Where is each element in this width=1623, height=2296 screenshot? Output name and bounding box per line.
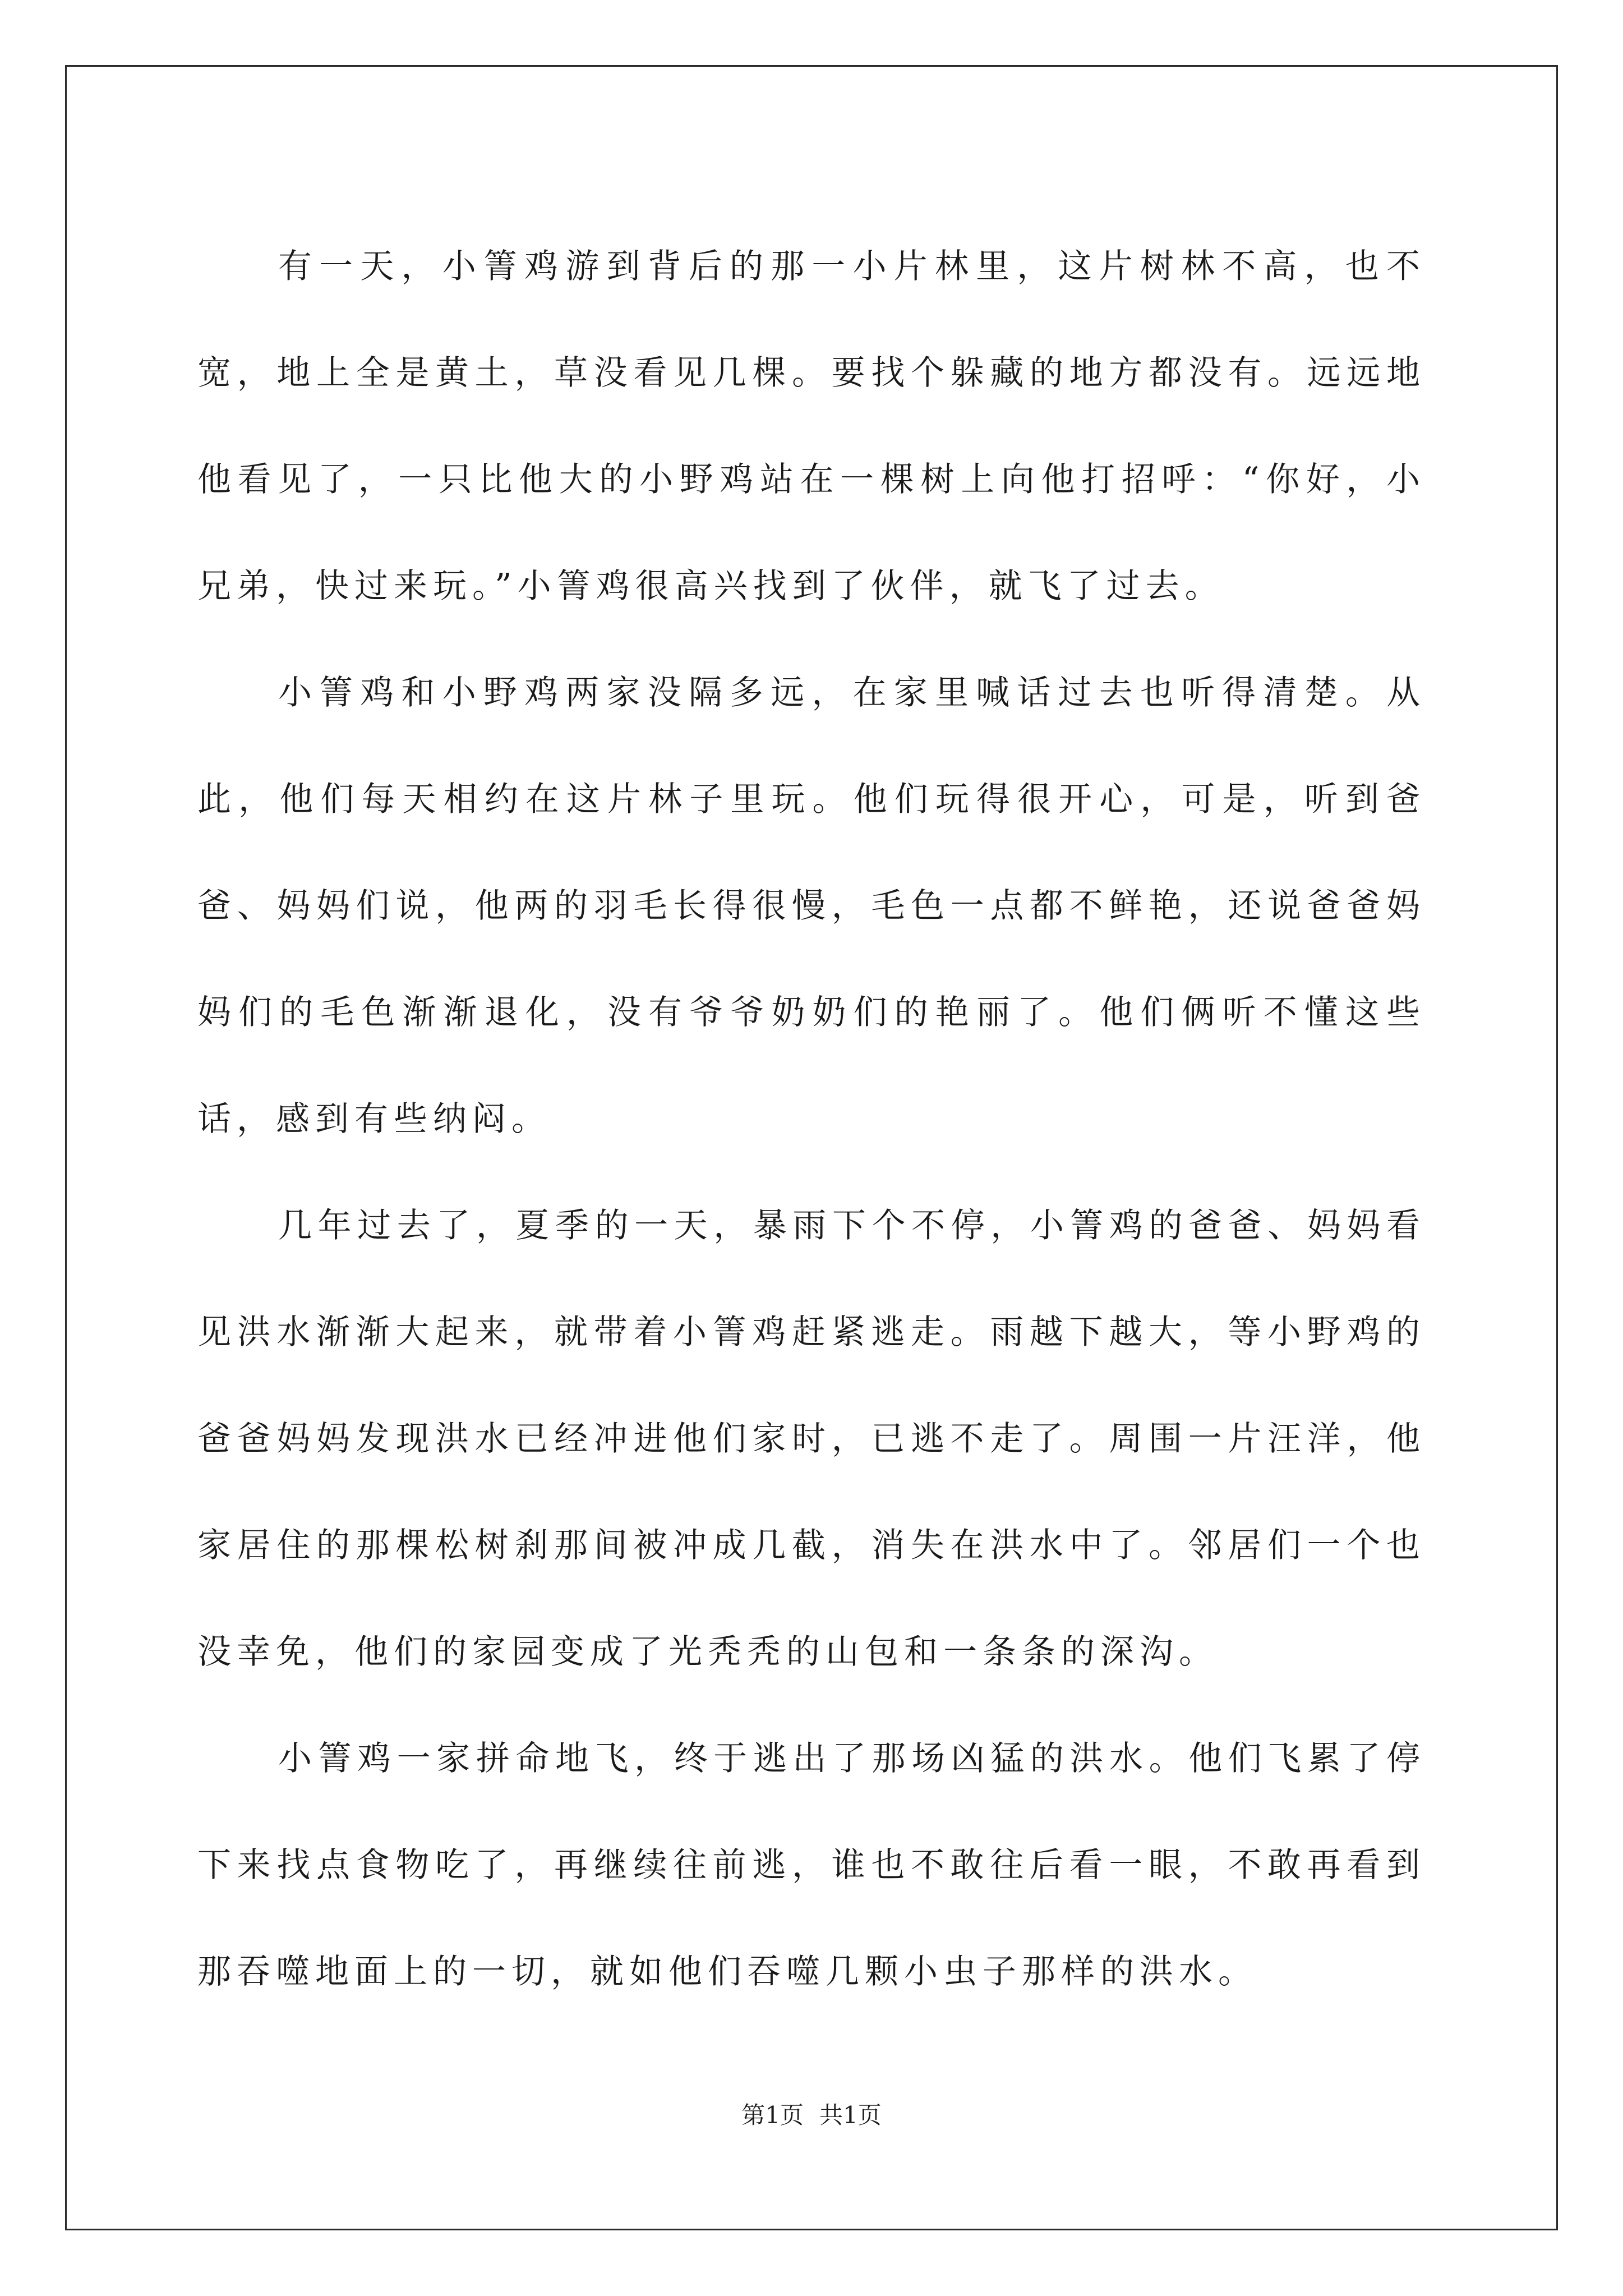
paragraph-1: 有一天，小箐鸡游到背后的那一小片林里，这片树林不高，也不宽，地上全是黄土，草没看见几棵。要找个躲藏的地方都没有。远远地他看见了，一只比他大的小野鸡站在一棵树上向他打招呼：“你好，小兄弟，快过来玩。”小箐鸡很高兴找到了伙伴，就飞了过去。 <box>197 247 1426 606</box>
document-body <box>197 213 1426 2025</box>
paragraph-4: 小箐鸡一家拼命地飞，终于逃出了那场凶猛的洪水。他们飞累了停下来找点食物吃了，再继续往前逃，谁也不敢往后看一眼，不敢再看到那吞噬地面上的一切，就如他们吞噬几颗小虫子那样的洪水。 <box>197 1739 1426 1991</box>
paragraph-2: 小箐鸡和小野鸡两家没隔多远，在家里喊话过去也听得清楚。从此，他们每天相约在这片林子里玩。他们玩得很开心，可是，听到爸爸、妈妈们说，他两的羽毛长得很慢，毛色一点都不鲜艳，还说爸爸妈妈们的毛色渐渐退化，没有爷爷奶奶们的艳丽了。他们俩听不懂这些话，感到有些纳闷。 <box>197 673 1426 1139</box>
page-number: 第1页 <box>741 2101 804 2129</box>
page-footer <box>0 2097 1623 2131</box>
page-total: 共1页 <box>819 2101 882 2129</box>
paragraph-3: 几年过去了，夏季的一天，暴雨下个不停，小箐鸡的爸爸、妈妈看见洪水渐渐大起来，就带着小箐鸡赶紧逃走。雨越下越大，等小野鸡的爸爸妈妈发现洪水已经冲进他们家时，已逃不走了。周围一片汪洋，他家居住的那棵松树刹那间被冲成几截，消失在洪水中了。邻居们一个也没幸免，他们的家园变成了光秃秃的山包和一条条的深沟。 <box>197 1206 1426 1672</box>
